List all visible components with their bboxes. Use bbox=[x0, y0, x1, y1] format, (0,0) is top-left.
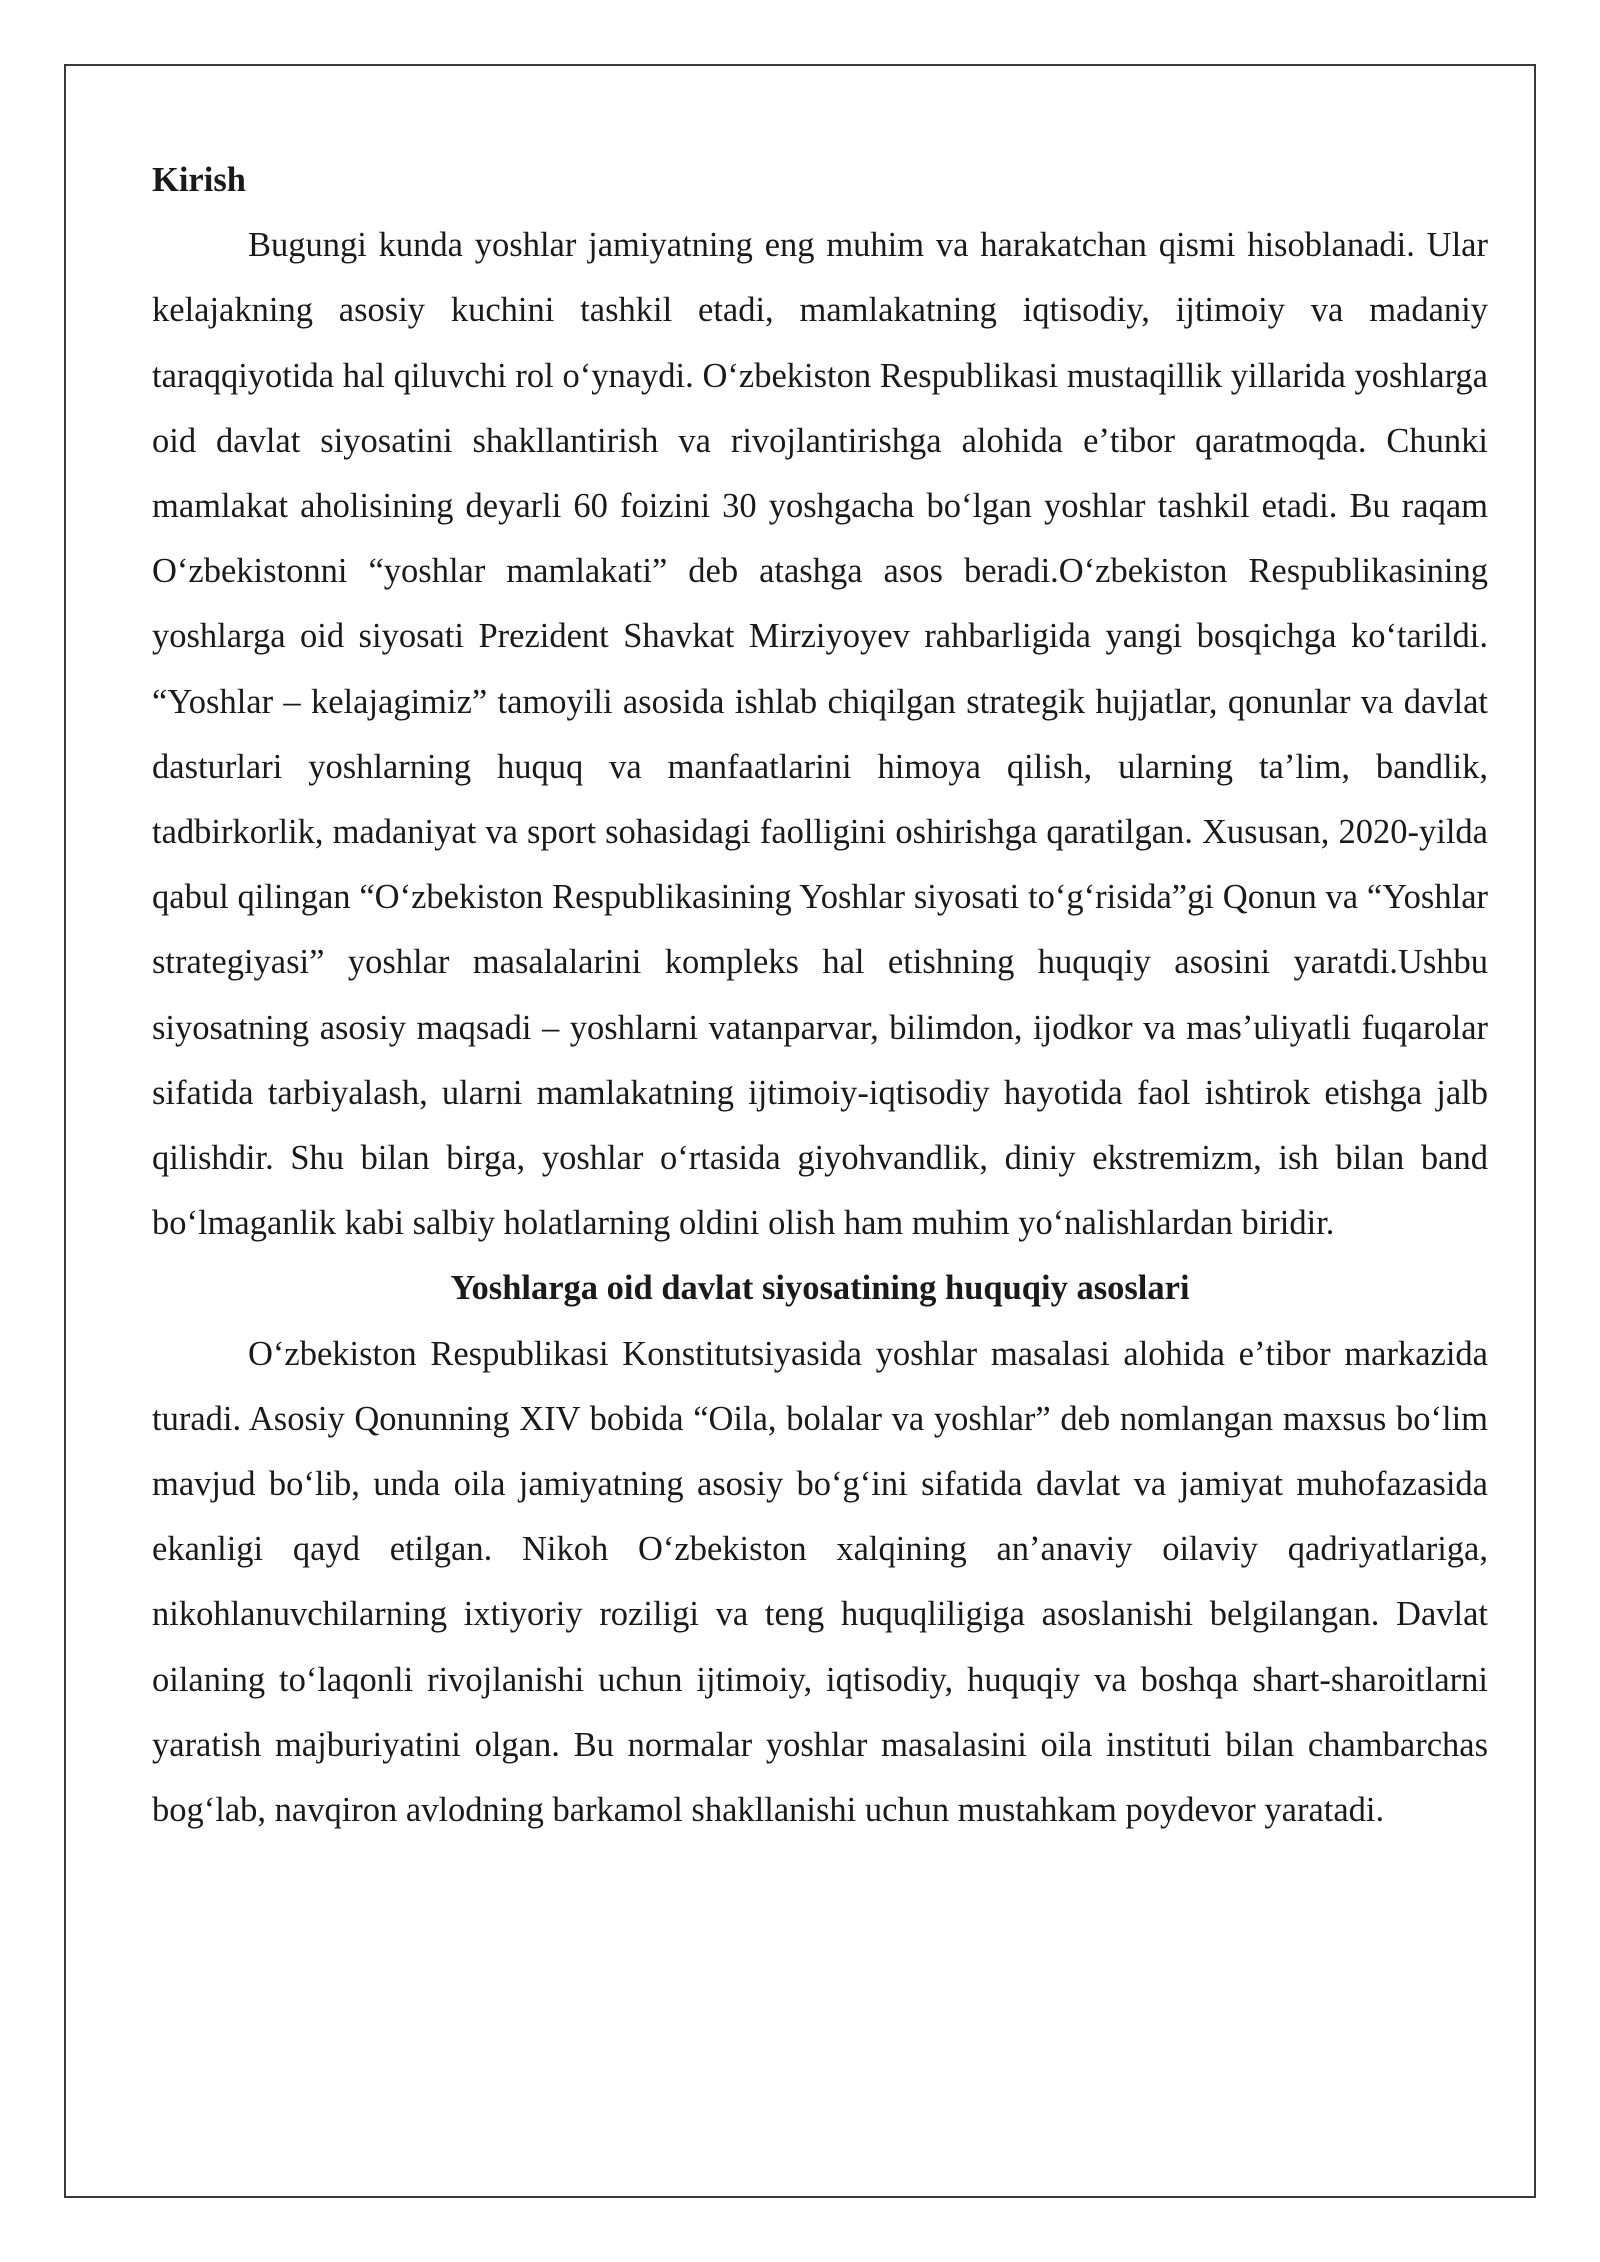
section-heading-legal-foundations: Yoshlarga oid davlat siyosatining huquqiy asoslari bbox=[450, 1269, 1190, 1308]
document-body bbox=[152, 148, 1488, 1843]
section-heading-introduction: Kirish bbox=[152, 161, 246, 199]
legal-foundations-paragraph: Oʻzbekiston Respublikasi Konstitutsiyasida yoshlar masalasi alohida eʼtibor markazida turadi. Asosiy Qonunning XIV bobida “Oila, bolalar va yoshlar” deb nomlangan maxsus boʻlim mavjud boʻlib, unda oila jamiyatning asosiy boʻgʻini sifatida davlat va jamiyat muhofazasida ekanligi qayd etilgan. Nikoh Oʻzbekiston xalqining anʼanaviy oilaviy qadriyatlariga, nikohlanuvchilarning ixtiyoriy roziligi va teng huquqliligiga asoslanishi belgilangan. Davlat oilaning toʻlaqonli rivojlanishi uchun ijtimoiy, iqtisodiy, huquqiy va boshqa shart-sharoitlarni yaratish majburiyatini olgan. Bu normalar yoshlar masalasini oila instituti bilan chambarchas bogʻlab, navqiron avlodning barkamol shakllanishi uchun mustahkam poydevor yaratadi. bbox=[152, 1334, 1488, 1830]
introduction-paragraph: Bugungi kunda yoshlar jamiyatning eng muhim va harakatchan qismi hisoblanadi. Ular kelajakning asosiy kuchini tashkil etadi, mamlakatning iqtisodiy, ijtimoiy va madaniy taraqqiyotida hal qiluvchi rol oʻynaydi. Oʻzbekiston Respublikasi mustaqillik yillarida yoshlarga oid davlat siyosatini shakllantirish va rivojlantirishga alohida eʼtibor qaratmoqda. Chunki mamlakat aholisining deyarli 60 foizini 30 yoshgacha boʻlgan yoshlar tashkil etadi. Bu raqam Oʻzbekistonni “yoshlar mamlakati” deb atashga asos beradi.Oʻzbekiston Respublikasining yoshlarga oid siyosati Prezident Shavkat Mirziyoyev rahbarligida yangi bosqichga koʻtarildi. “Yoshlar – kelajagimiz” tamoyili asosida ishlab chiqilgan strategik hujjatlar, qonunlar va davlat dasturlari yoshlarning huquq va manfaatlarini himoya qilish, ularning taʼlim, bandlik, tadbirkorlik, madaniyat va sport sohasidagi faolligini oshirishga qaratilgan. Xususan, 2020-yilda qabul qilingan “Oʻzbekiston Respublikasining Yoshlar siyosati toʻgʻrisida”gi Qonun va “Yoshlar strategiyasi” yoshlar masalalarini kompleks hal etishning huquqiy asosini yaratdi.Ushbu siyosatning asosiy maqsadi – yoshlarni vatanparvar, bilimdon, ijodkor va masʼuliyatli fuqarolar sifatida tarbiyalash, ularni mamlakatning ijtimoiy-iqtisodiy hayotida faol ishtirok etishga jalb qilishdir. Shu bilan birga, yoshlar oʻrtasida giyohvandlik, diniy ekstremizm, ish bilan band boʻlmaganlik kabi salbiy holatlarning oldini olish ham muhim yoʻnalishlardan biridir. bbox=[152, 226, 1488, 1243]
